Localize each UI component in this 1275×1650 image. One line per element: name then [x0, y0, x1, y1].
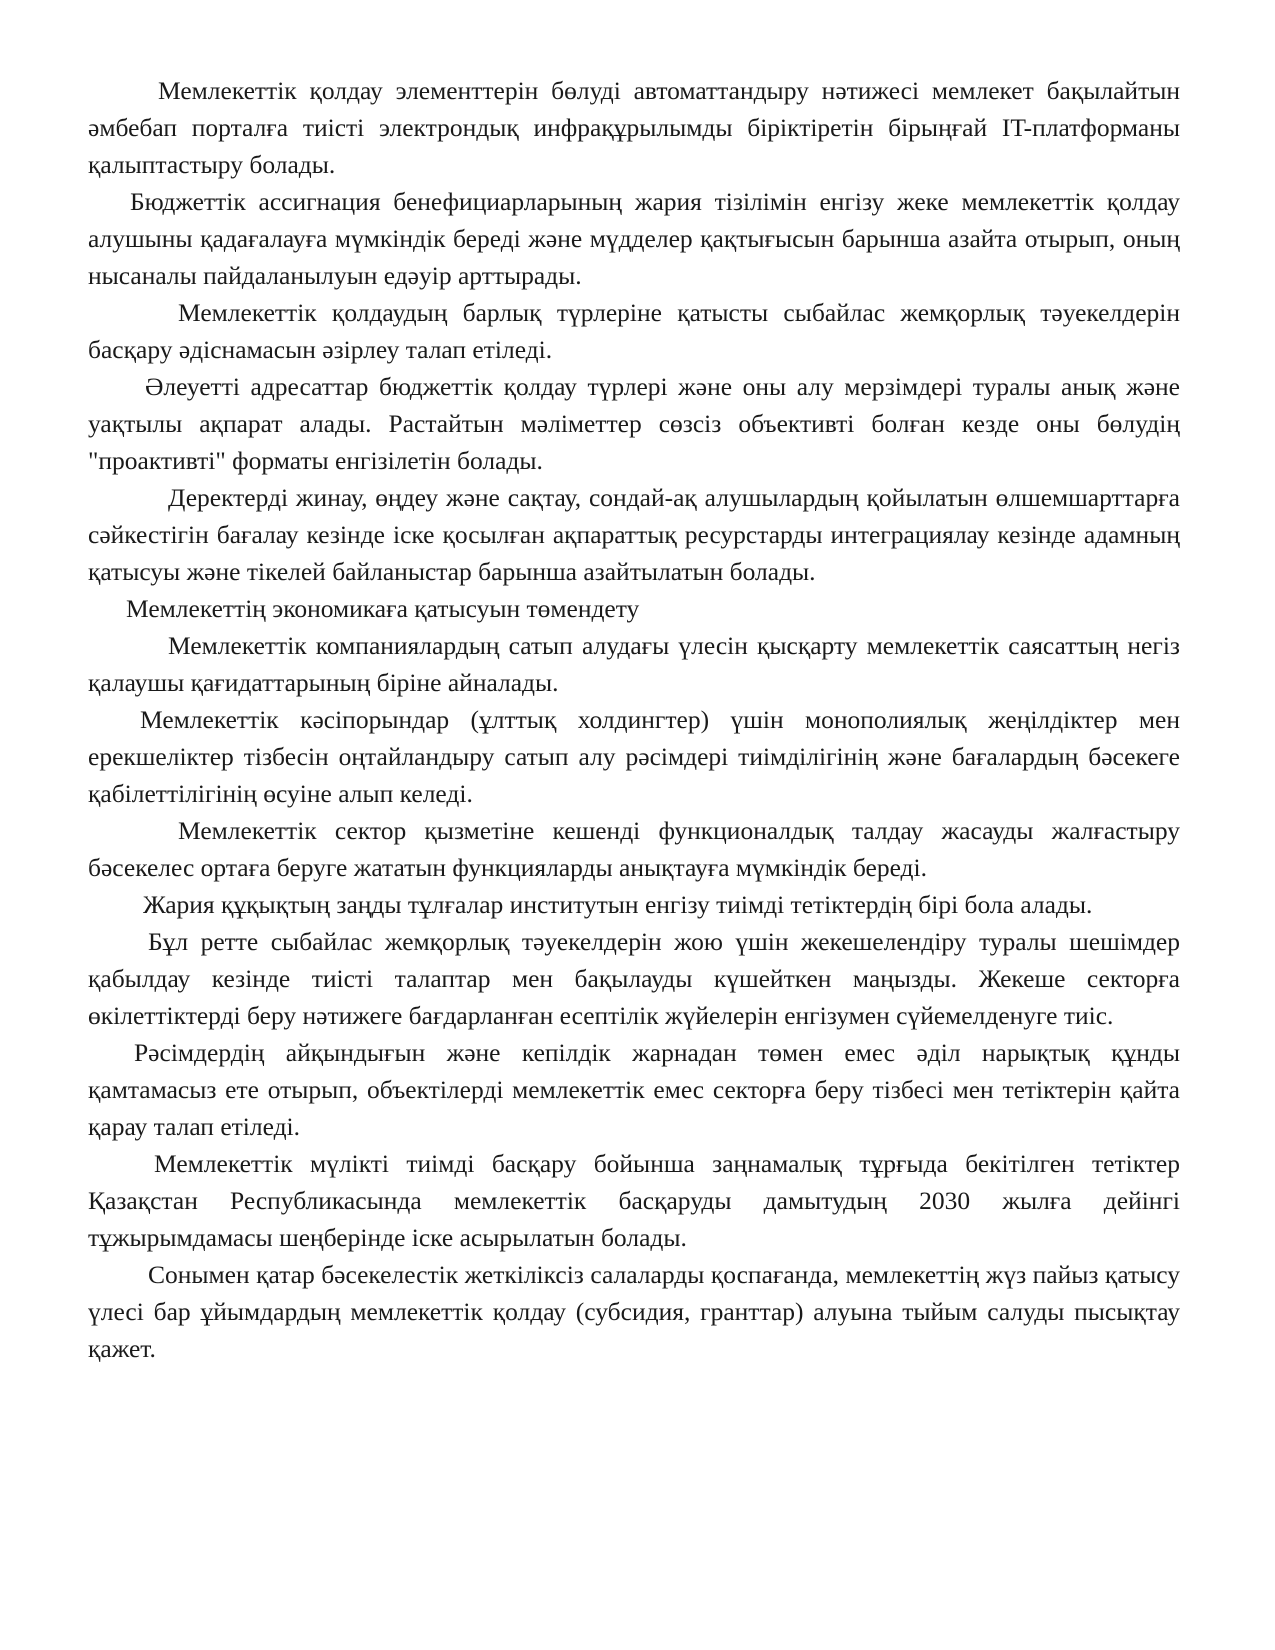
paragraph-automation-platform: Мемлекеттік қолдау элементтерін бөлуді автоматтандыру нәтижесі мемлекет бақылайтын әмбебап порталға тиісті электрондық инфрақұрылымды біріктіретін бірыңғай IT-платформаны қалыптастыру болады.	[88, 76, 1180, 179]
paragraph-public-registry: Бюджеттік ассигнация бенефициарларының жария тізілімін енгізу жеке мемлекеттік қолдау алушыны қадағалауға мүмкіндік береді және мүдделер қақтығысын барынша азайта отырып, оның нысаналы пайдаланылуын едәуір арттырады.	[88, 187, 1180, 290]
paragraph-functional-analysis: Мемлекеттік сектор қызметіне кешенді функционалдық талдау жасауды жалғастыру бәсекелес ортаға беруге жататын функцияларды анықтауға мүмкіндік береді.	[88, 816, 1180, 882]
paragraph-support-prohibition: Сонымен қатар бәсекелестік жеткіліксіз салаларды қоспағанда, мемлекеттің жүз пайыз қатысу үлесі бар ұйымдардың мемлекеттік қолдау (субсидия, гранттар) алуына тыйым салуды пысықтау қажет.	[88, 1260, 1180, 1363]
paragraph-privatization-control: Бұл ретте сыбайлас жемқорлық тәуекелдерін жою үшін жекешелендіру туралы шешімдер қабылдау кезінде тиісті талаптар мен бақылауды күшейткен маңызды. Жекеше секторға өкілеттіктерді беру нәтижеге бағдарланған есептілік жүйелерін енгізумен сүйемелденуге тиіс.	[88, 927, 1180, 1030]
section-heading-state-participation: Мемлекеттің экономикаға қатысуын төмендету	[126, 594, 640, 623]
paragraph-state-property-management: Мемлекеттік мүлікті тиімді басқару бойынша заңнамалық тұрғыда бекітілген тетіктер Қазақстан Республикасында мемлекеттік басқаруды дамытудың 2030 жылға дейінгі тұжырымдамасы шеңберінде іске асырылатын болады.	[88, 1149, 1180, 1252]
paragraph-corruption-risk-methodology: Мемлекеттік қолдаудың барлық түрлеріне қатысты сыбайлас жемқорлық тәуекелдерін басқару әдіснамасын әзірлеу талап етіледі.	[88, 298, 1180, 364]
paragraph-transfer-mechanisms: Рәсімдердің айқындығын және кепілдік жарнадан төмен емес әділ нарықтық құнды қамтамасыз ете отырып, объектілерді мемлекеттік емес секторға беру тізбесі мен тетіктерін қайта қарау талап етіледі.	[88, 1038, 1180, 1141]
paragraph-state-enterprises: Мемлекеттік кәсіпорындар (ұлттық холдингтер) үшін монополиялық жеңілдіктер мен ерекшеліктер тізбесін оңтайландыру сатып алу рәсімдері тиімділігінің және бағалардың бәсекеге қабілеттілігінің өсуіне алып келеді.	[88, 705, 1180, 808]
paragraph-state-companies-share: Мемлекеттік компаниялардың сатып алудағы үлесін қысқарту мемлекеттік саясаттың негіз қалаушы қағидаттарының біріне айналады.	[88, 631, 1180, 697]
paragraph-potential-addressees: Әлеуетті адресаттар бюджеттік қолдау түрлері және оны алу мерзімдері туралы анық және уақтылы ақпарат алады. Растайтын мәліметтер сөзсіз объективті болған кезде оны бөлудің "проактивті" форматы енгізілетін болады.	[88, 372, 1180, 475]
paragraph-public-law-entities: Жария құқықтың заңды тұлғалар институтын енгізу тиімді тетіктердің бірі бола алады.	[143, 890, 1093, 919]
paragraph-data-collection: Деректерді жинау, өңдеу және сақтау, сондай-ақ алушылардың қойылатын өлшемшарттарға сәйкестігін бағалау кезінде іске қосылған ақпараттық ресурстарды интеграциялау кезінде адамның қатысуы және тікелей байланыстар барынша азайтылатын болады.	[88, 483, 1180, 586]
document-page	[88, 72, 1180, 1367]
